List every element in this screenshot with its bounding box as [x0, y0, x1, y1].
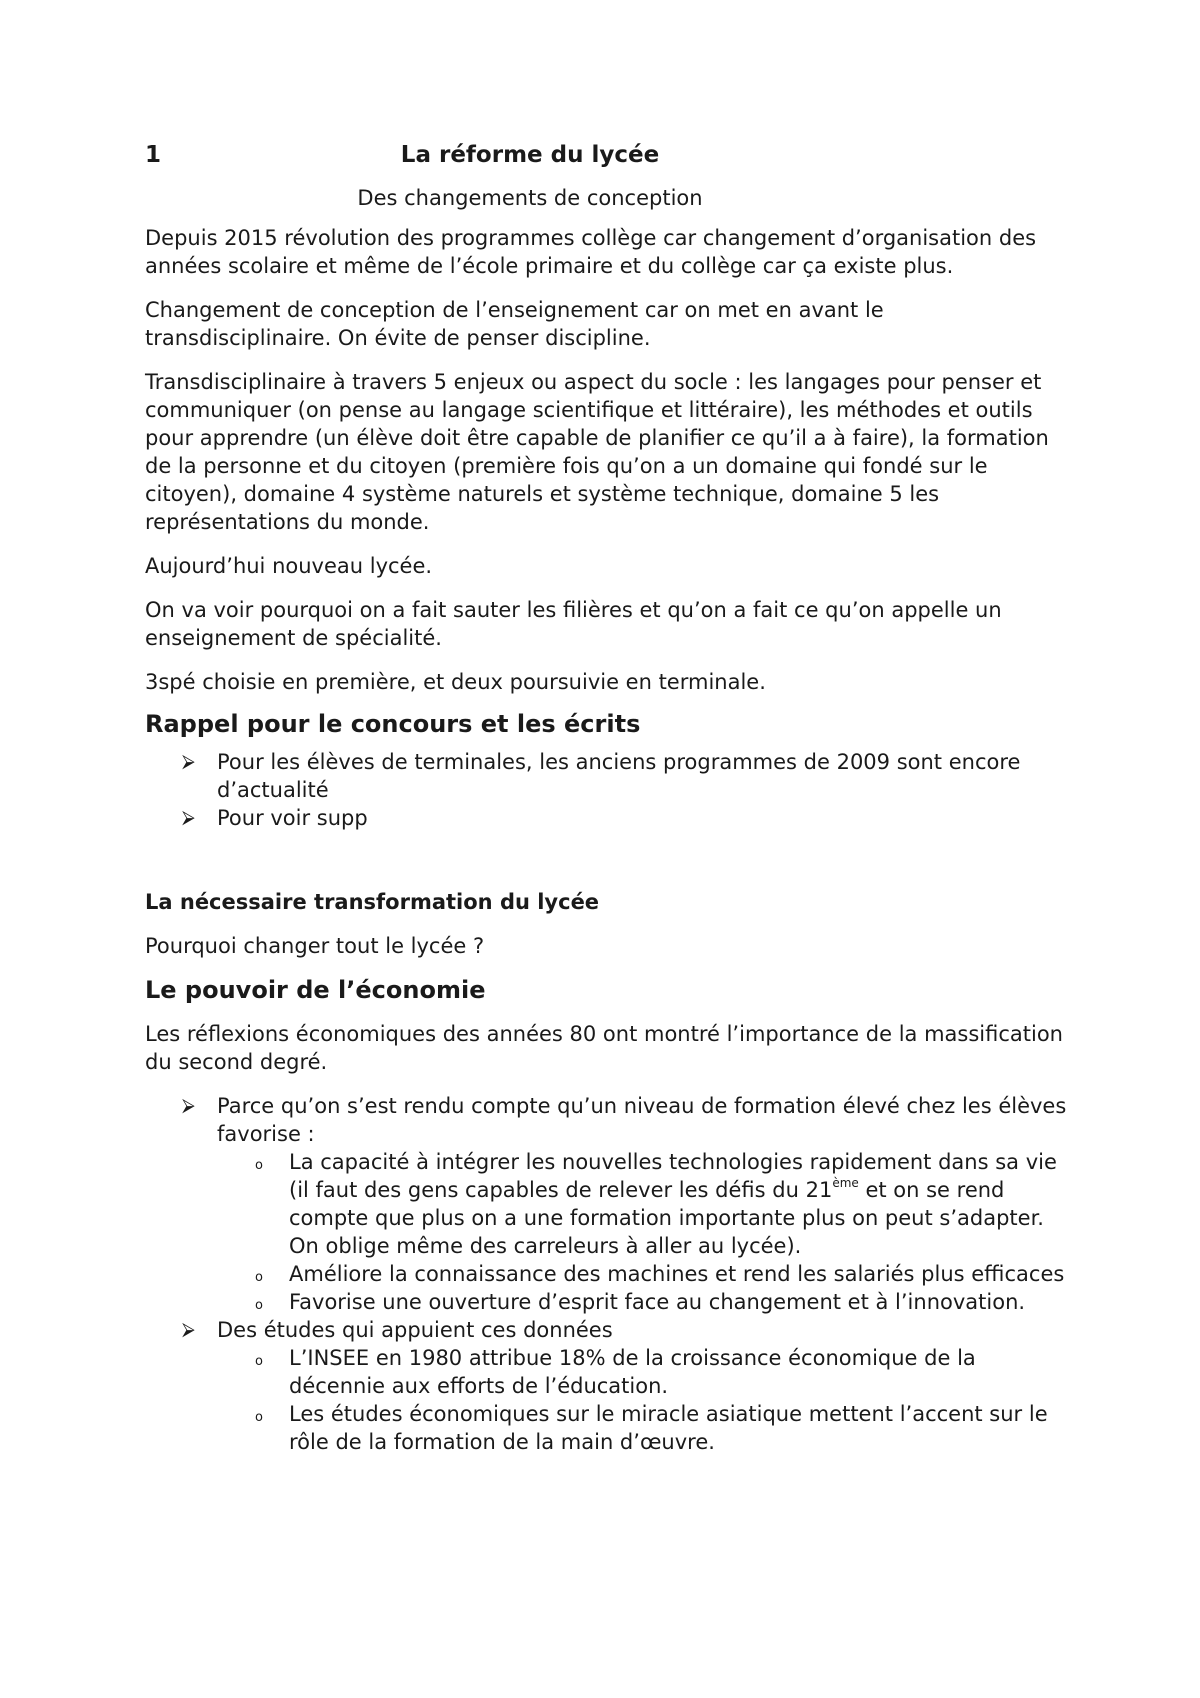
sub-list-item-text: Les études économiques sur le miracle asiatique mettent l’accent sur le rôle de la formation de la main d’œuvre. [289, 1402, 1048, 1454]
sub-list-item-text: Favorise une ouverture d’esprit face au changement et à l’innovation. [289, 1290, 1026, 1314]
sub-list-item [217, 1400, 1075, 1456]
list-item [145, 1316, 1075, 1456]
circle-bullet-icon: o [255, 1410, 263, 1425]
list-item [145, 1092, 1075, 1316]
paragraph: On va voir pourquoi on a fait sauter les filières et qu’on a fait ce qu’on appelle un enseignement de spécialité. [145, 598, 1002, 650]
superscript: ème [832, 1176, 859, 1190]
text-part: et on se rend compte que plus on a une formation importante plus on peut s’adapter. On oblige même des carreleurs à aller au lycée). [289, 1178, 1044, 1258]
arrow-bullet-icon: ⮚ [182, 1095, 195, 1116]
section-title-transformation: La nécessaire transformation du lycée [145, 890, 600, 914]
paragraph: Aujourd’hui nouveau lycée. [145, 554, 433, 578]
sub-list-item-text: L’INSEE en 1980 attribue 18% de la croissance économique de la décennie aux efforts de l’éducation. [289, 1346, 976, 1398]
heading [145, 138, 1075, 172]
list-item-text: Parce qu’on s’est rendu compte qu’un niveau de formation élevé chez les élèves favorise : [217, 1094, 1067, 1146]
paragraph: Les réflexions économiques des années 80 ont montré l’importance de la massification du second degré. [145, 1022, 1063, 1074]
sub-list-item [217, 1288, 1075, 1316]
text-part: La capacité à intégrer les nouvelles technologies rapidement dans sa vie (il faut des gens capables de relever les défis du 21 [289, 1150, 1057, 1202]
arrow-bullet-icon: ⮚ [182, 751, 195, 772]
list-item [145, 804, 1075, 832]
list-item-text: Des études qui appuient ces données [217, 1318, 613, 1342]
paragraph: Changement de conception de l’enseignement car on met en avant le transdisciplinaire. On évite de penser discipline. [145, 298, 884, 350]
list-item-text: Pour les élèves de terminales, les anciens programmes de 2009 sont encore d’actualité [217, 750, 1021, 802]
sub-list-item-text: Améliore la connaissance des machines et rend les salariés plus efficaces [289, 1262, 1065, 1286]
sub-list-item [217, 1148, 1075, 1260]
paragraph: 3spé choisie en première, et deux poursuivie en terminale. [145, 670, 766, 694]
circle-bullet-icon: o [255, 1298, 263, 1313]
circle-bullet-icon: o [255, 1354, 263, 1369]
rappel-list [145, 748, 1075, 832]
arrow-bullet-icon: ⮚ [182, 807, 195, 828]
page-title: La réforme du lycée [400, 142, 660, 168]
sub-list-item-text [289, 1150, 1057, 1258]
section-title-economie: Le pouvoir de l’économie [145, 976, 486, 1004]
paragraph: Transdisciplinaire à travers 5 enjeux ou aspect du socle : les langages pour penser et communiquer (on pense au langage scientifique et littéraire), les méthodes et outils pour apprendre (un élève doit être capable de planifier ce qu’il a à faire), la formation de la personne et du citoyen (première fois qu’on a un domaine qui fondé sur le citoyen), domaine 4 système naturels et système technique, domaine 5 les représentations du monde. [145, 370, 1049, 534]
sub-list-item [217, 1344, 1075, 1400]
list-item-text: Pour voir supp [217, 806, 368, 830]
sub-list [217, 1344, 1075, 1456]
section-title-rappel: Rappel pour le concours et les écrits [145, 710, 641, 738]
subtitle: Des changements de conception [357, 186, 703, 210]
circle-bullet-icon: o [255, 1270, 263, 1285]
paragraph: Depuis 2015 révolution des programmes collège car changement d’organisation des années scolaire et même de l’école primaire et du collège car ça existe plus. [145, 226, 1037, 278]
list-item [145, 748, 1075, 804]
arrow-bullet-icon: ⮚ [182, 1319, 195, 1340]
economie-list [145, 1092, 1075, 1456]
sub-list-item [217, 1260, 1075, 1288]
circle-bullet-icon: o [255, 1158, 263, 1173]
heading-number: 1 [145, 142, 162, 168]
sub-list [217, 1148, 1075, 1316]
document-content [145, 138, 1075, 1456]
paragraph: Pourquoi changer tout le lycée ? [145, 934, 485, 958]
